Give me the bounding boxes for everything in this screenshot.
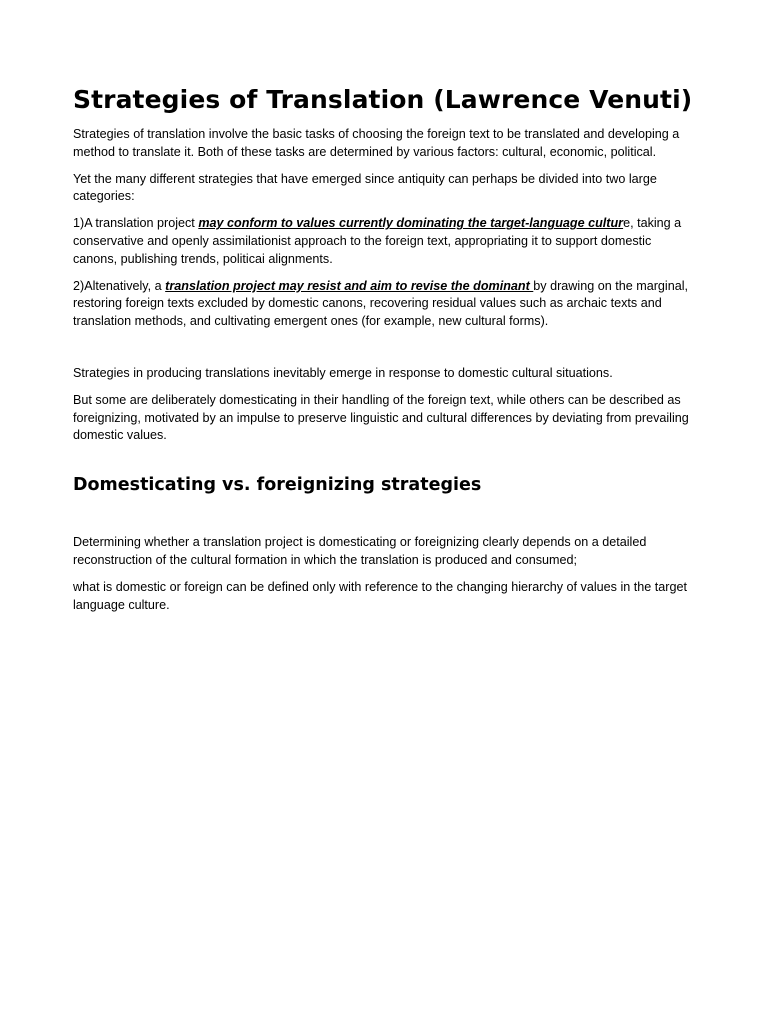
- strategy-2-emphasis: translation project may resist and aim to revise the dominant: [165, 278, 534, 293]
- paragraph-hierarchy: what is domestic or foreign can be defined only with reference to the changing hierarchy of values in the target language culture.: [73, 580, 687, 612]
- section-heading: Domesticating vs. foreignizing strategies: [73, 475, 482, 496]
- paragraph-intro: Strategies of translation involve the basic tasks of choosing the foreign text to be translated and developing a method to translate it. Both of these tasks are determined by various factors: cultural, economic, political.: [73, 127, 680, 159]
- document-title: Strategies of Translation (Lawrence Venuti): [73, 85, 693, 114]
- blank-line: [73, 340, 698, 365]
- strategy-1-emphasis: may conform to values currently dominating the target-language cultur: [198, 216, 624, 231]
- strategy-1-prefix: 1)A translation project: [73, 216, 199, 231]
- blank-line: [73, 496, 698, 534]
- strategy-2-prefix: 2)Altenatively, a: [73, 278, 166, 293]
- document-page: [73, 84, 698, 624]
- paragraph-determining: Determining whether a translation project is domesticating or foreignizing clearly depends on a detailed reconstruction of the cultural formation in which the translation is produced and consumed;: [73, 535, 647, 567]
- blank-line: [73, 454, 698, 474]
- paragraph-strategy-1: [73, 215, 698, 268]
- paragraph-categories: Yet the many different strategies that have emerged since antiquity can perhaps be divided into two large categories:: [73, 171, 657, 204]
- strategy-1-rest: e, taking a conservative and openly assimilationist approach to the foreign text, appropriating it to support domestic canons, publishing trends, politicai alignments.: [73, 216, 682, 266]
- paragraph-domesticating-foreignizing: But some are deliberately domesticating in their handling of the foreign text, while others can be described as foreignizing, motivated by an impulse to preserve linguistic and cultural differences by deviating from prevailing domestic values.: [73, 393, 689, 443]
- paragraph-domestic-situations: Strategies in producing translations inevitably emerge in response to domestic cultural situations.: [73, 365, 613, 380]
- paragraph-strategy-2: [73, 278, 698, 331]
- strategy-2-rest: by drawing on the marginal, restoring foreign texts excluded by domestic canons, recovering residual values such as archaic texts and translation methods, and cultivating emergent ones (for example, new cultural forms).: [73, 278, 689, 328]
